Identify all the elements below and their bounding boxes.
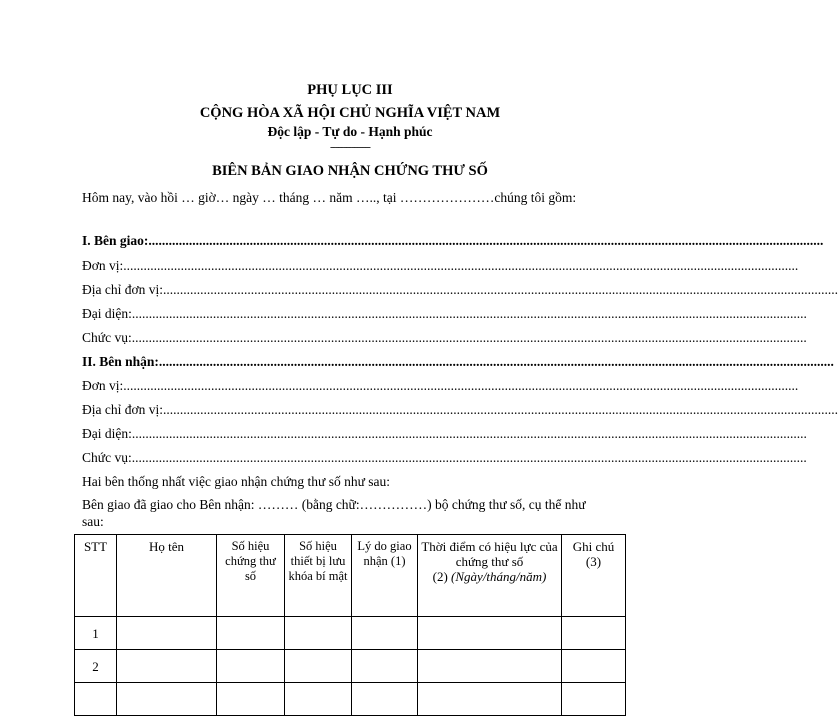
giver-heading: I. Bên giao:........................................................................................................................................................................................................ xyxy=(82,233,824,248)
receiver-heading: II. Bên nhận:........................................................................................................................................................................................................ xyxy=(82,354,834,369)
row-cell xyxy=(117,683,217,716)
table-row xyxy=(75,683,626,716)
row-cell xyxy=(217,650,285,683)
row-cell xyxy=(117,617,217,650)
giver-representative-field: Đại diện:........................................................................................................................................................................................................ xyxy=(82,306,807,321)
row-cell xyxy=(418,617,562,650)
receiver-unit-label: Đơn vị: xyxy=(82,378,124,393)
receiver-representative-field: Đại diện:........................................................................................................................................................................................................ xyxy=(82,426,807,441)
separator-rule: --------------- xyxy=(330,141,370,153)
row-cell xyxy=(352,683,418,716)
receiver-unit-field: Đơn vị:........................................................................................................................................................................................................ xyxy=(82,378,799,393)
row-cell xyxy=(285,683,352,716)
header-effective-format: (Ngày/tháng/năm) xyxy=(451,569,547,584)
certificate-table xyxy=(74,534,626,716)
receiver-address-label: Địa chỉ đơn vị: xyxy=(82,402,163,417)
row-cell xyxy=(562,617,626,650)
row-cell xyxy=(352,617,418,650)
handover-text: Bên giao đã giao cho Bên nhận: ……… (bằng chữ:……………) bộ chứng thư số, cụ thể như sau: xyxy=(82,497,586,529)
receiver-representative-label: Đại diện: xyxy=(82,426,132,441)
giver-unit-label: Đơn vị: xyxy=(82,258,124,273)
giver-unit-field: Đơn vị:........................................................................................................................................................................................................ xyxy=(82,258,799,273)
receiver-address-field: Địa chỉ đơn vị:........................................................................................................................................................................................................ xyxy=(82,402,838,417)
header-effective-time xyxy=(418,535,562,617)
header-reason: Lý do giao nhận (1) xyxy=(352,535,418,617)
giver-address-field: Địa chỉ đơn vị:........................................................................................................................................................................................................ xyxy=(82,282,838,297)
table-row xyxy=(75,617,626,650)
giver-address-label: Địa chỉ đơn vị: xyxy=(82,282,163,297)
header-effective-label: Thời điểm có hiệu lực của chứng thư số xyxy=(421,539,558,569)
intro-paragraph: Hôm nay, vào hồi … giờ… ngày … tháng … năm ….., tại …………………chúng tôi gồm: xyxy=(82,190,577,205)
receiver-heading-label: II. Bên nhận: xyxy=(82,354,159,369)
national-title: CỘNG HÒA XÃ HỘI CHỦ NGHĨA VIỆT NAM xyxy=(199,105,501,121)
giver-representative-label: Đại diện: xyxy=(82,306,132,321)
document-title: BIÊN BẢN GIAO NHẬN CHỨNG THƯ SỐ xyxy=(212,163,488,179)
header-name: Họ tên xyxy=(117,535,217,617)
row-cell xyxy=(562,650,626,683)
header-stt: STT xyxy=(75,535,117,617)
agreement-text: Hai bên thống nhất việc giao nhận chứng thư số như sau: xyxy=(82,474,391,489)
row-cell xyxy=(285,650,352,683)
row-stt: 2 xyxy=(75,650,117,683)
national-motto: Độc lập - Tự do - Hạnh phúc xyxy=(267,124,433,139)
header-notes: Ghi chú (3) xyxy=(562,535,626,617)
row-cell xyxy=(217,683,285,716)
giver-heading-label: I. Bên giao: xyxy=(82,233,149,248)
row-cell xyxy=(562,683,626,716)
table-row xyxy=(75,650,626,683)
receiver-position-label: Chức vụ: xyxy=(82,450,132,465)
row-cell xyxy=(418,683,562,716)
row-cell xyxy=(352,650,418,683)
receiver-position-field: Chức vụ:........................................................................................................................................................................................................ xyxy=(82,450,807,465)
row-stt xyxy=(75,683,117,716)
row-cell xyxy=(117,650,217,683)
giver-position-label: Chức vụ: xyxy=(82,330,132,345)
table-header-row xyxy=(75,535,626,617)
header-cert-number: Số hiệu chứng thư số xyxy=(217,535,285,617)
row-cell xyxy=(418,650,562,683)
giver-position-field: Chức vụ:........................................................................................................................................................................................................ xyxy=(82,330,807,345)
header-effective-note: (2) xyxy=(432,569,448,584)
appendix-label: PHỤ LỤC III xyxy=(307,82,393,98)
header-device-number: Số hiệu thiết bị lưu khóa bí mật xyxy=(285,535,352,617)
row-cell xyxy=(285,617,352,650)
row-cell xyxy=(217,617,285,650)
row-stt: 1 xyxy=(75,617,117,650)
